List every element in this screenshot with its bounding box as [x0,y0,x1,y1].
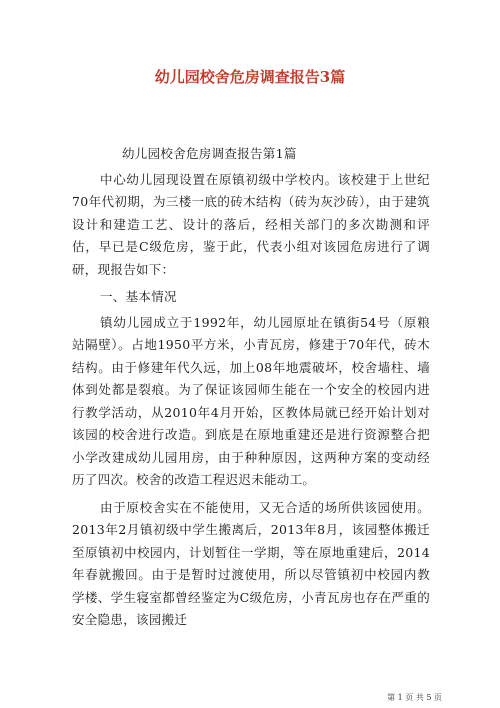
paragraph-history: 镇幼儿园成立于1992年，幼儿园原址在镇街54号（原粮站隔壁）。占地1950平方米，小青瓦房，修建于70年代，砖木结构。由于修建年代久远，加上08年地震破坏，校舍墙柱、墙体到处都是裂痕。为了保证该园师生能在一个安全的校园内进行教学活动，从2010年4月开始，区教体局就已经开始计划对该园的校舍进行改造。到底是在原地重建还是进行资源整合把小学改建成幼儿园用房，由于种种原因，这两种方案的变动经历了四次。校舍的改造工程迟迟未能动工。 [72,314,430,487]
section-heading-basic-info: 一、基本情况 [100,289,177,304]
document-title: 幼儿园校舍危房调查报告3篇 [154,68,346,86]
document-subtitle: 幼儿园校舍危房调查报告第1篇 [122,146,297,161]
page-number: 第 1 页 共 5 页 [387,693,442,702]
paragraph-relocation: 由于原校舍实在不能使用，又无合适的场所供该园使用。2013年2月镇初级中学生搬离后，2013年8月，该园整体搬迁至原镇初中校园内，计划暂住一学期，等在原地重建后，2014年春就搬回。由于是暂时过渡使用，所以尽管镇初中校园内教学楼、学生寝室都曾经鉴定为C级危房，小青瓦房也存在严重的安全隐患，该园搬迁 [72,499,430,627]
paragraph-intro: 中心幼儿园现设置在原镇初级中学校内。该校建于上世纪70年代初期，为三楼一底的砖木结构（砖为灰沙砖），由于建筑设计和建造工艺、设计的落后，经相关部门的多次勘测和评估，早已是C级危房，鉴于此，代表小组对该园危房进行了调研，现报告如下： [72,171,430,277]
document-body [72,143,430,637]
